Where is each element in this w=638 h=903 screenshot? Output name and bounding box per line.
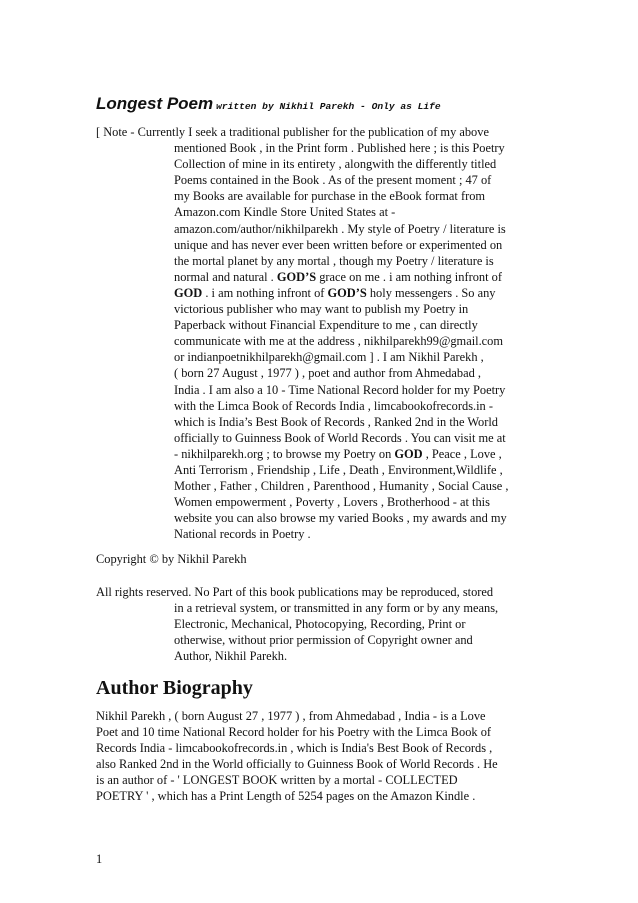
note-line: communicate with me at the address , nikhilparekh99@gmail.com xyxy=(174,334,504,349)
note-line: or indianpoetnikhilparekh@gmail.com ] . I am Nikhil Parekh , xyxy=(174,350,484,365)
rights-line: otherwise, without prior permission of Copyright owner and xyxy=(174,633,473,648)
rights-line: in a retrieval system, or transmitted in any form or by any means, xyxy=(174,601,499,616)
note-line: Amazon.com Kindle Store United States at - xyxy=(174,205,396,220)
note-line: victorious publisher who may want to publish my Poetry in xyxy=(174,302,469,317)
title-subtitle: written by Nikhil Parekh - Only as Life xyxy=(216,101,441,112)
note-line: National records in Poetry . xyxy=(174,527,311,542)
note-paragraph xyxy=(96,124,556,542)
author-biography-body xyxy=(96,708,556,805)
note-line: with the Limca Book of Records India , limcabookofrecords.in - xyxy=(174,398,493,413)
note-line: GOD . i am nothing infront of GOD’S holy messengers . So any xyxy=(174,285,496,300)
note-line: ( born 27 August , 1977 ) , poet and author from Ahmedabad , xyxy=(174,366,481,381)
bold-text: GOD’S xyxy=(327,285,367,300)
note-line: the mortal planet by any mortal , though my Poetry / literature is xyxy=(174,253,494,268)
note-line: website you can also browse my varied Books , my awards and my xyxy=(174,511,507,526)
note-first-line: [ Note - Currently I seek a traditional publisher for the publication of my above xyxy=(96,125,489,139)
document-title xyxy=(96,80,576,117)
note-line: - nikhilparekh.org ; to browse my Poetry on GOD , Peace , Love , xyxy=(174,446,502,461)
bio-line: also Ranked 2nd in the World officially to Guinness Book of World Records . He xyxy=(96,757,498,772)
rights-first-line: All rights reserved. No Part of this book publications may be reproduced, stored xyxy=(96,585,494,599)
note-line: Poems contained in the Book . As of the present moment ; 47 of xyxy=(174,173,492,188)
page-number: 1 xyxy=(96,852,103,866)
rights-line: Electronic, Mechanical, Photocopying, Recording, Print or xyxy=(174,617,466,632)
note-line: amazon.com/author/nikhilparekh . My style of Poetry / literature is xyxy=(174,221,506,236)
bold-text: GOD xyxy=(174,285,203,300)
note-line: Women empowerment , Poverty , Lovers , Brotherhood - at this xyxy=(174,495,490,510)
note-line: Paperback without Financial Expenditure to me , can directly xyxy=(174,318,478,333)
author-biography-heading: Author Biography xyxy=(96,677,253,699)
rights-line: Author, Nikhil Parekh. xyxy=(174,649,288,664)
bio-line: is an author of - ' LONGEST BOOK written by a mortal - COLLECTED xyxy=(96,773,458,788)
bold-text: GOD’S xyxy=(276,269,317,284)
bio-line: Records India - limcabookofrecords.in , which is India's Best Book of Records , xyxy=(96,741,493,756)
bold-text: GOD xyxy=(394,446,423,461)
rights-paragraph xyxy=(96,584,556,664)
note-line: unique and has never ever been written before or experimented on xyxy=(174,237,503,252)
note-line: which is India’s Best Book of Records , Ranked 2nd in the World xyxy=(174,414,498,429)
note-line: India . I am also a 10 - Time National Record holder for my Poetry xyxy=(174,382,506,397)
note-line: Collection of mine in its entirety , alongwith the differently titled xyxy=(174,157,497,172)
bio-line: Nikhil Parekh , ( born August 27 , 1977 ) , from Ahmedabad , India - is a Love xyxy=(96,709,486,723)
note-line: officially to Guinness Book of World Records . You can visit me at xyxy=(174,430,506,445)
note-line: normal and natural . GOD’S grace on me . i am nothing infront of xyxy=(174,269,502,284)
title-main: Longest Poem xyxy=(96,94,214,113)
bio-line: Poet and 10 time National Record holder for his Poetry with the Limca Book of xyxy=(96,725,492,740)
copyright-line: Copyright © by Nikhil Parekh xyxy=(96,552,247,566)
note-indented-lines xyxy=(96,140,556,542)
note-line: my Books are available for purchase in the eBook format from xyxy=(174,189,486,204)
note-line: mentioned Book , in the Print form . Published here ; is this Poetry xyxy=(174,141,505,156)
bio-line: POETRY ' , which has a Print Length of 5254 pages on the Amazon Kindle . xyxy=(96,789,476,804)
note-line: Mother , Father , Children , Parenthood , Humanity , Social Cause , xyxy=(174,479,509,494)
note-line: Anti Terrorism , Friendship , Life , Death , Environment,Wildlife , xyxy=(174,462,503,477)
rights-indented-lines xyxy=(96,600,556,664)
